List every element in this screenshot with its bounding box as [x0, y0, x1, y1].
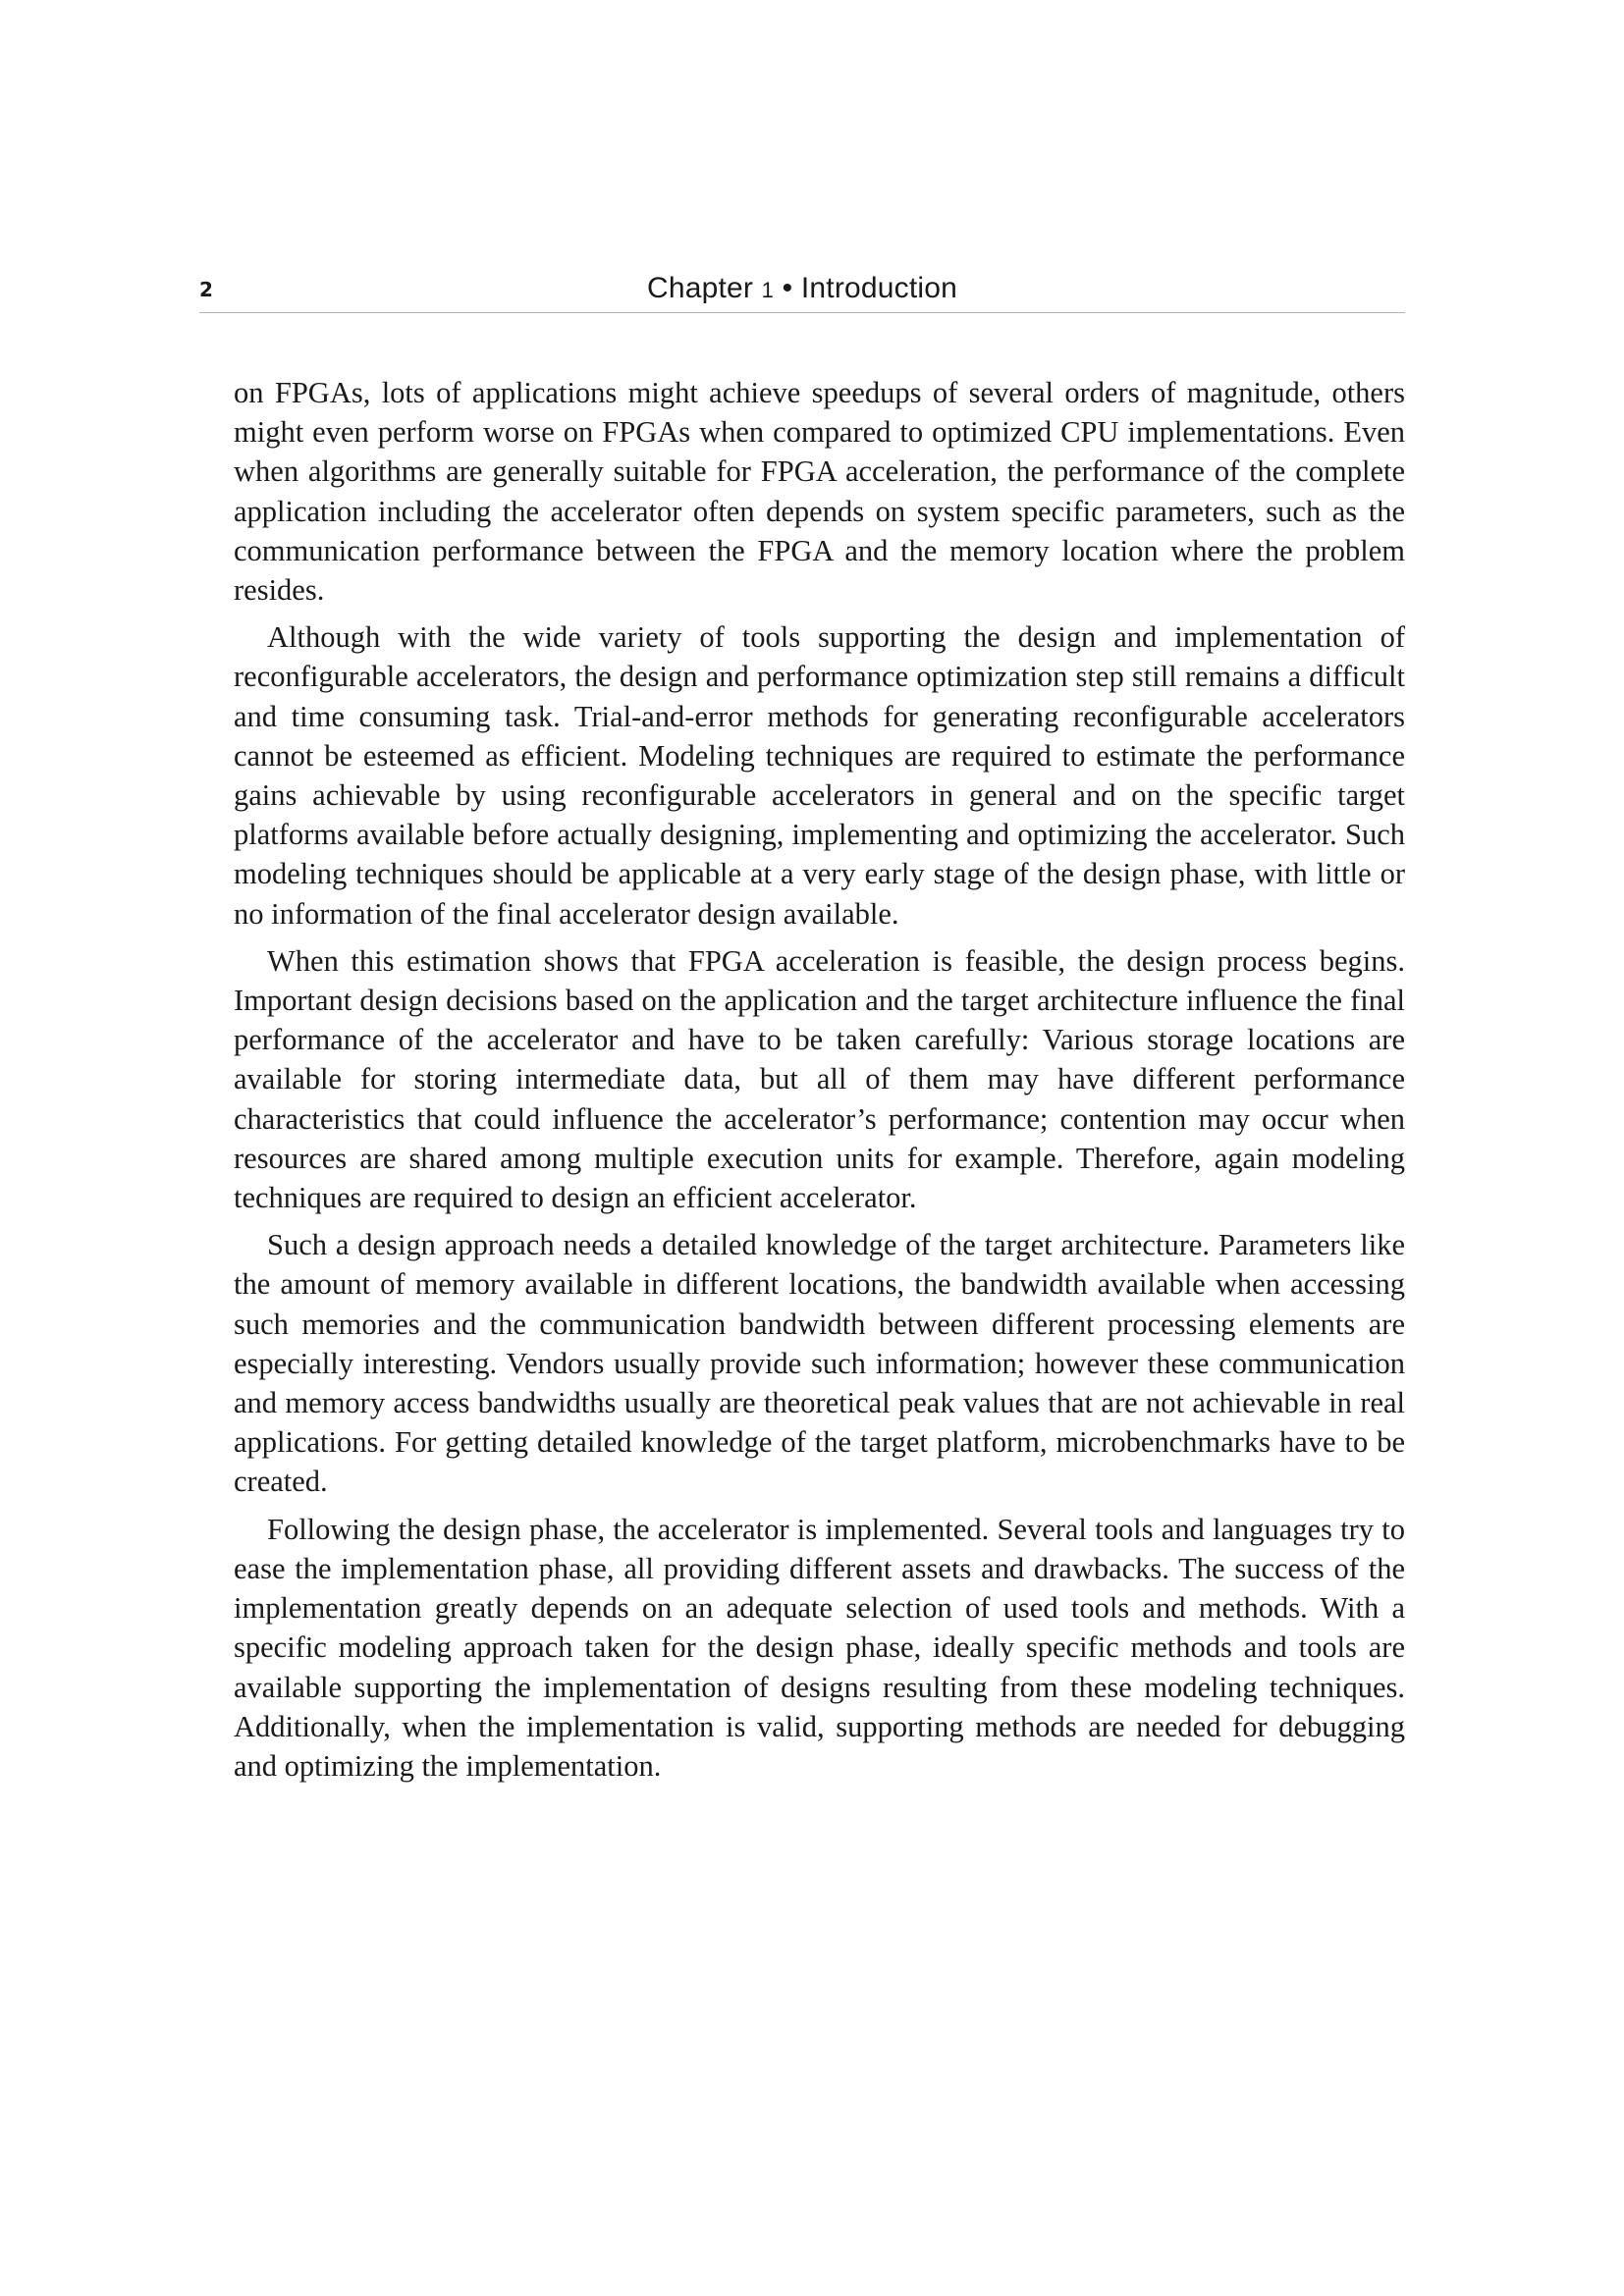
running-head	[199, 271, 1405, 308]
paragraph-2: Although with the wide variety of tools supporting the design and implementation of reconfigurable accelerators, the design and performance optimization step still remains a difficult and time consuming task. Trial-and-error methods for generating reconfigurable accelerators cannot be esteemed as efficient. Modeling techniques are required to estimate the performance gains achievable by using reconfigurable accelerators in general and on the specific target platforms available before actually designing, implementing and optimizing the accelerator. Such modeling techniques should be applicable at a very early stage of the design phase, with little or no information of the final accelerator design available.	[234, 620, 1405, 931]
body-text	[234, 373, 1405, 1793]
chapter-label: Chapter	[646, 272, 754, 304]
header-separator: •	[782, 272, 793, 304]
paragraph-4: Such a design approach needs a detailed knowledge of the target architecture. Parameters like the amount of memory available in different locations, the bandwidth available when accessing such memories and the communication bandwidth between different processing elements are especially interesting. Vendors usually provide such information; however these communication and memory access bandwidths usually are theoretical peak values that are not achievable in real applications. For getting detailed knowledge of the target platform, microbenchmarks have to be created.	[234, 1228, 1405, 1499]
paragraph-5: Following the design phase, the accelerator is implemented. Several tools and languages try to ease the implementation phase, all providing different assets and drawbacks. The success of the implementation greatly depends on an adequate selection of used tools and methods. With a specific modeling approach taken for the design phase, ideally specific methods and tools are available supporting the implementation of designs resulting from these modeling techniques. Additionally, when the implementation is valid, supporting methods are needed for debugging and optimizing the implementation.	[234, 1512, 1405, 1783]
chapter-number: 1	[761, 278, 775, 302]
header-rule	[199, 312, 1405, 313]
chapter-title: Introduction	[800, 272, 958, 304]
paragraph-1: on FPGAs, lots of applications might achieve speedups of several orders of magnitude, others might even perform worse on FPGAs when compared to optimized CPU implementations. Even when algorithms are generally suitable for FPGA acceleration, the performance of the complete application including the accelerator often depends on system specific parameters, such as the communication performance between the FPGA and the memory location where the problem resides.	[234, 376, 1405, 608]
page-number: 2	[199, 278, 213, 301]
paragraph-3: When this estimation shows that FPGA acceleration is feasible, the design process begins. Important design decisions based on the application and the target architecture influence the final performance of the accelerator and have to be taken carefully: Various storage locations are available for storing intermediate data, but all of them may have different performance characteristics that could influence the accelerator’s performance; contention may occur when resources are shared among multiple execution units for example. Therefore, again modeling techniques are required to design an efficient accelerator.	[234, 943, 1405, 1215]
